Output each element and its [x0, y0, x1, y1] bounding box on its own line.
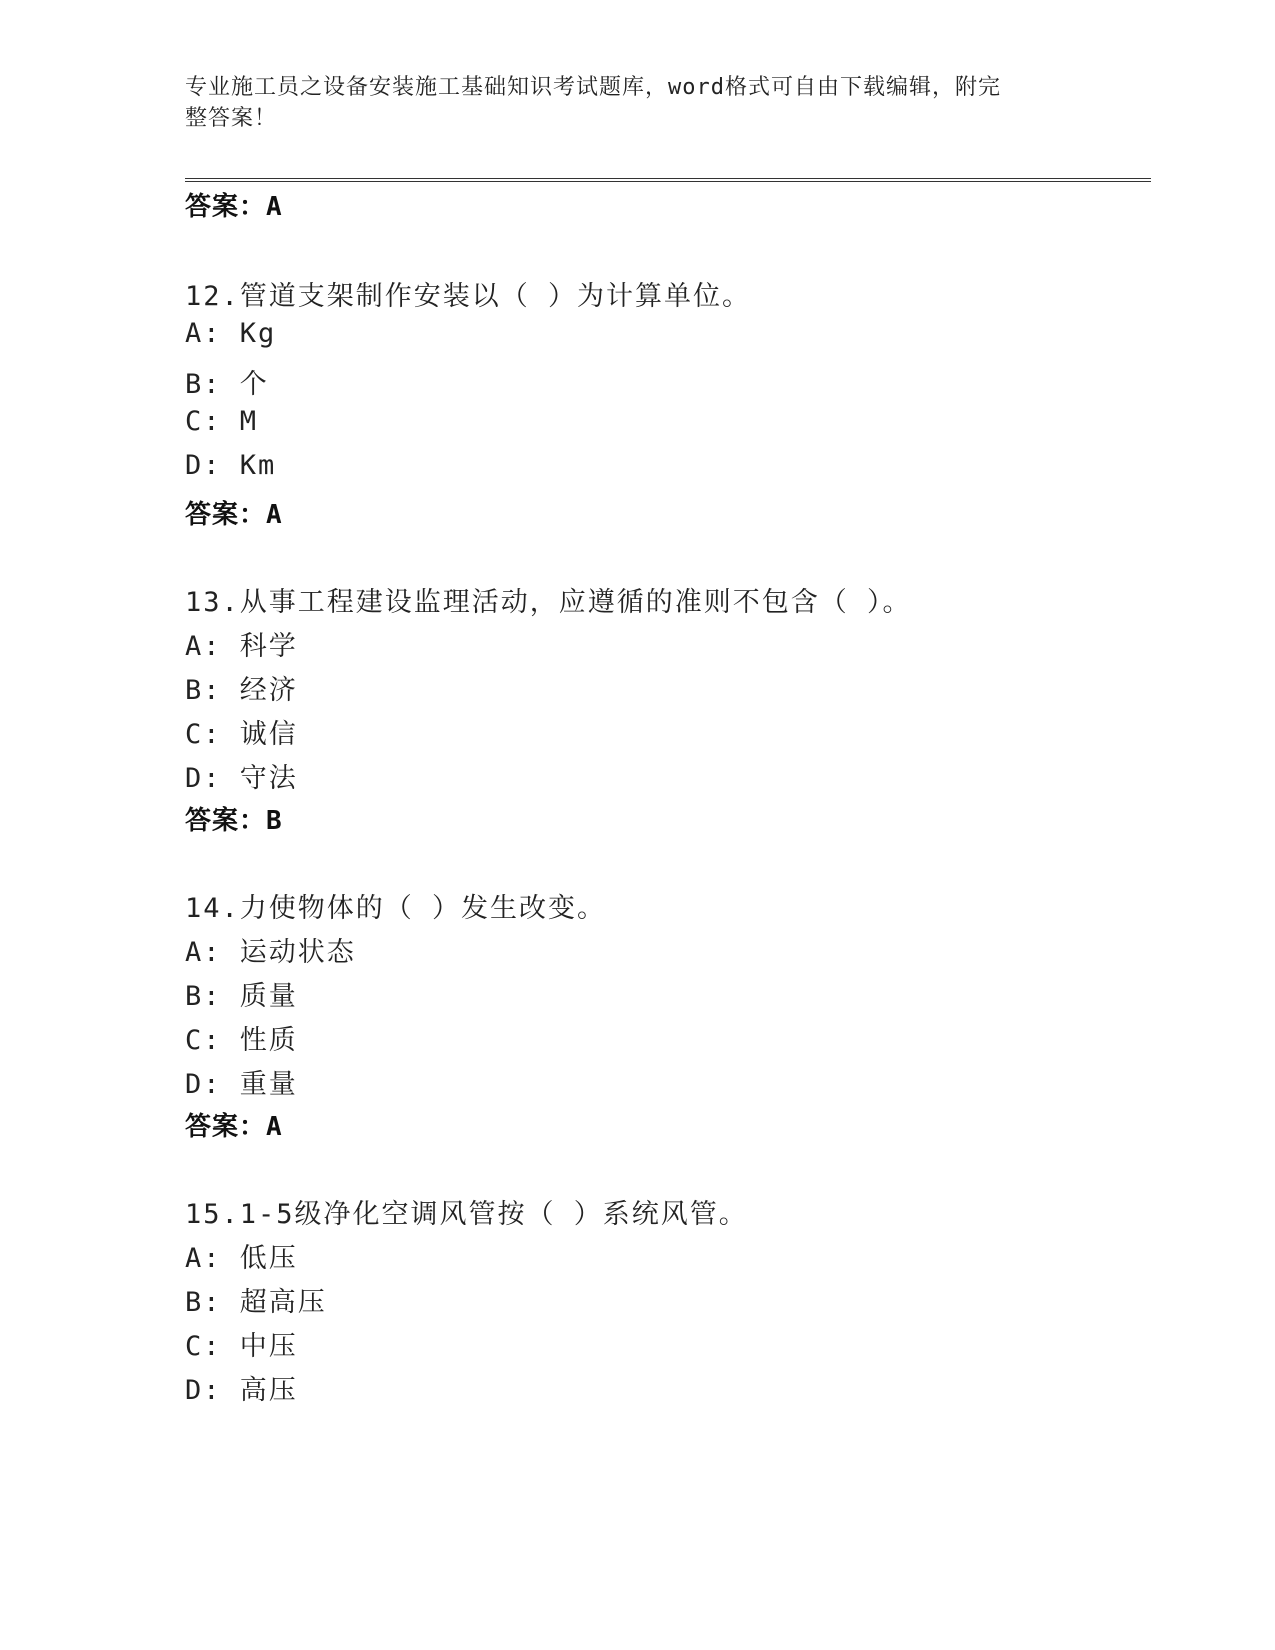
option-c: C: 性质 — [185, 1025, 298, 1056]
option-a: A: 科学 — [185, 631, 298, 662]
option-d: D: 高压 — [185, 1375, 298, 1406]
question-15: 15.1-5级净化空调风管按（ ）系统风管。 — [185, 1199, 748, 1230]
answer-label: 答案：A — [185, 500, 283, 530]
option-b: B: 经济 — [185, 675, 298, 706]
option-c: C: 中压 — [185, 1331, 298, 1362]
header-line-1: 专业施工员之设备安装施工基础知识考试题库，word格式可自由下载编辑，附完 — [185, 75, 1001, 100]
option-b: B: 超高压 — [185, 1287, 327, 1318]
option-a: A: Kg — [185, 318, 277, 349]
option-c: C: M — [185, 406, 259, 437]
header-line-2: 整答案！ — [185, 106, 278, 131]
option-d: D: Km — [185, 450, 277, 481]
document-header — [185, 72, 1085, 134]
option-a: A: 低压 — [185, 1243, 298, 1274]
option-b: B: 个 — [185, 369, 269, 400]
question-14: 14.力使物体的（ ）发生改变。 — [185, 893, 607, 924]
option-b: B: 质量 — [185, 981, 298, 1012]
answer-label: 答案：A — [185, 1112, 283, 1142]
header-divider — [185, 178, 1151, 182]
option-a: A: 运动状态 — [185, 937, 356, 968]
option-c: C: 诚信 — [185, 719, 298, 750]
answer-label: 答案：B — [185, 806, 283, 836]
option-d: D: 重量 — [185, 1069, 298, 1100]
question-12: 12.管道支架制作安装以（ ）为计算单位。 — [185, 281, 752, 312]
answer-label: 答案：A — [185, 192, 283, 222]
option-d: D: 守法 — [185, 763, 298, 794]
question-13: 13.从事工程建设监理活动，应遵循的准则不包含（ ）。 — [185, 587, 912, 618]
